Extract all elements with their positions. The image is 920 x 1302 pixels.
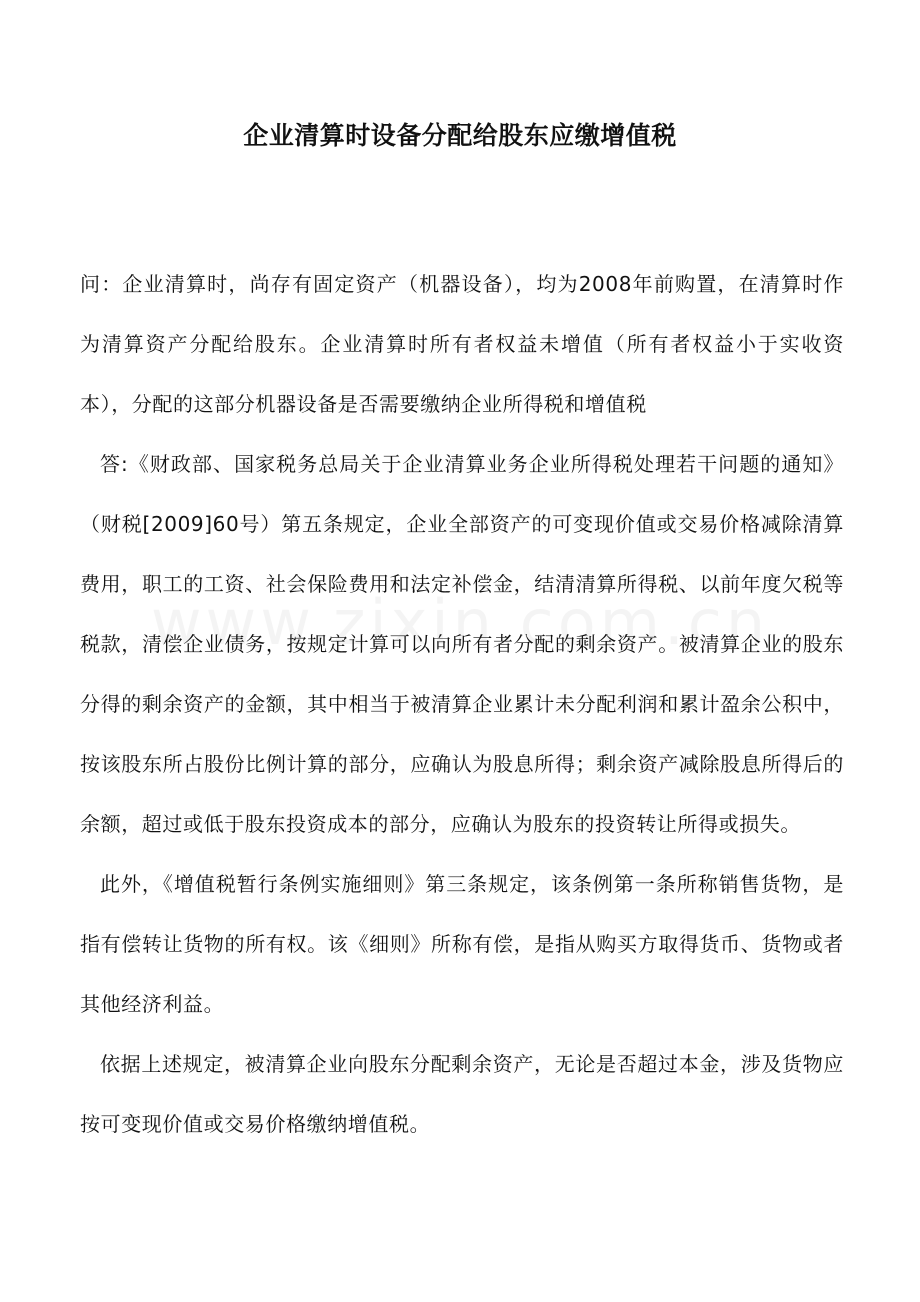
document-body xyxy=(80,254,844,1154)
paragraph-answer: 答:《财政部、国家税务总局关于企业清算业务企业所得税处理若干问题的通知》（财税[2009]60号）第五条规定，企业全部资产的可变现价值或交易价格减除清算费用，职工的工资、社会保险费用和法定补偿金，结清清算所得税、以前年度欠税等税款，清偿企业债务，按规定计算可以向所有者分配的剩余资产。被清算企业的股东分得的剩余资产的金额，其中相当于被清算企业累计未分配利润和累计盈余公积中，按该股东所占股份比例计算的部分，应确认为股息所得；剩余资产减除股息所得后的余额，超过或低于股东投资成本的部分，应确认为股东的投资转让所得或损失。 xyxy=(80,452,844,836)
paragraph-additional-rule: 此外，《增值税暂行条例实施细则》第三条规定，该条例第一条所称销售货物，是指有偿转让货物的所有权。该《细则》所称有偿，是指从购买方取得货币、货物或者其他经济利益。 xyxy=(80,872,844,1016)
paragraph-conclusion: 依据上述规定，被清算企业向股东分配剩余资产，无论是否超过本金，涉及货物应按可变现价值或交易价格缴纳增值税。 xyxy=(80,1052,844,1136)
document-title: 企业清算时设备分配给股东应缴增值税 xyxy=(243,121,677,150)
paragraph-question: 问：企业清算时，尚存有固定资产（机器设备），均为2008年前购置，在清算时作为清算资产分配给股东。企业清算时所有者权益未增值（所有者权益小于实收资本），分配的这部分机器设备是否需要缴纳企业所得税和增值税 xyxy=(80,272,844,416)
